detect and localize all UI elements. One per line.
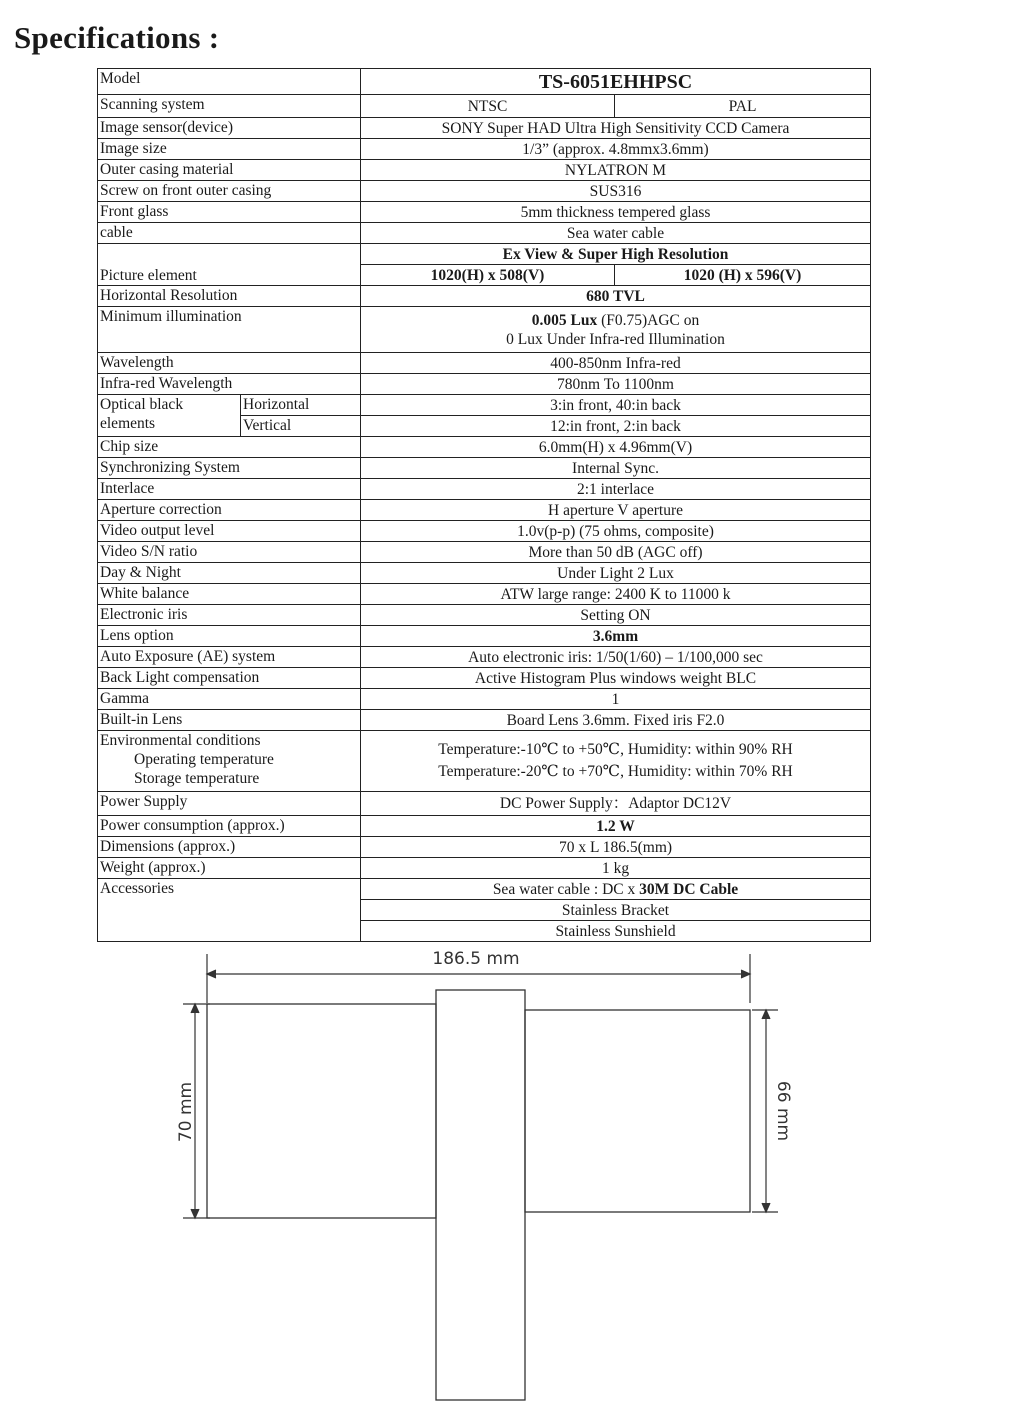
interlace-value: 2:1 interlace xyxy=(361,479,871,500)
power-consumption-value: 1.2 W xyxy=(361,816,871,837)
wavelength-label: Wavelength xyxy=(98,353,361,374)
builtin-lens-value: Board Lens 3.6mm. Fixed iris F2.0 xyxy=(361,710,871,731)
weight-label: Weight (approx.) xyxy=(98,858,361,879)
outer-casing-label: Outer casing material xyxy=(98,160,361,181)
video-sn-label: Video S/N ratio xyxy=(98,542,361,563)
builtin-lens-label: Built-in Lens xyxy=(98,710,361,731)
dimensions-value: 70 x L 186.5(mm) xyxy=(361,837,871,858)
power-supply-value: DC Power Supply：Adaptor DC12V xyxy=(361,792,871,816)
optical-black-horizontal-label: Horizontal xyxy=(241,395,361,416)
camera-front-section xyxy=(207,1004,436,1218)
sync-value: Internal Sync. xyxy=(361,458,871,479)
electronic-iris-label: Electronic iris xyxy=(98,605,361,626)
gamma-value: 1 xyxy=(361,689,871,710)
video-sn-value: More than 50 dB (AGC off) xyxy=(361,542,871,563)
optical-black-label-line2: elements xyxy=(100,415,156,432)
environment-storage-label: Storage temperature xyxy=(134,770,260,787)
picture-element-header: Ex View & Super High Resolution xyxy=(361,244,871,265)
auto-exposure-label: Auto Exposure (AE) system xyxy=(98,647,361,668)
auto-exposure-value: Auto electronic iris: 1/50(1/60) – 1/100,000 sec xyxy=(361,647,871,668)
sync-label: Synchronizing System xyxy=(98,458,361,479)
backlight-value: Active Histogram Plus windows weight BLC xyxy=(361,668,871,689)
camera-rear-section xyxy=(525,1010,750,1212)
chip-size-value: 6.0mm(H) x 4.96mm(V) xyxy=(361,437,871,458)
optical-black-horizontal: 3:in front, 40:in back xyxy=(361,395,871,416)
video-output-label: Video output level xyxy=(98,521,361,542)
lens-option-label: Lens option xyxy=(98,626,361,647)
picture-element-ntsc: 1020(H) x 508(V) xyxy=(361,265,615,286)
interlace-label: Interlace xyxy=(98,479,361,500)
picture-element-label: Picture element xyxy=(98,244,361,286)
ir-wavelength-value: 780nm To 1100nm xyxy=(361,374,871,395)
aperture-label: Aperture correction xyxy=(98,500,361,521)
optical-black-vertical: 12:in front, 2:in back xyxy=(361,416,871,437)
scanning-ntsc: NTSC xyxy=(361,95,615,118)
environment-title: Environmental conditions xyxy=(100,732,261,749)
camera-body-outline xyxy=(207,990,750,1400)
video-output-value: 1.0v(p-p) (75 ohms, composite) xyxy=(361,521,871,542)
model-value: TS-6051EHHPSC xyxy=(361,69,871,95)
weight-value: 1 kg xyxy=(361,858,871,879)
right-height-dimension xyxy=(752,1010,793,1212)
length-label: 186.5 mm xyxy=(432,949,520,969)
screw-label: Screw on front outer casing xyxy=(98,181,361,202)
accessories-item-3: Stainless Sunshield xyxy=(361,921,871,942)
min-illumination-agc: (F0.75)AGC on xyxy=(597,311,700,329)
gamma-label: Gamma xyxy=(98,689,361,710)
white-balance-label: White balance xyxy=(98,584,361,605)
height-right-label: 66 mm xyxy=(773,1080,793,1142)
lens-option-value: 3.6mm xyxy=(361,626,871,647)
cable-label: cable xyxy=(98,223,361,244)
model-label: Model xyxy=(98,69,361,95)
day-night-value: Under Light 2 Lux xyxy=(361,563,871,584)
min-illumination-label: Minimum illumination xyxy=(98,307,361,353)
front-glass-label: Front glass xyxy=(98,202,361,223)
power-supply-label: Power Supply xyxy=(98,792,361,816)
h-resolution-value: 680 TVL xyxy=(361,286,871,307)
accessories-label: Accessories xyxy=(98,879,361,942)
page-title: Specifications : xyxy=(14,20,220,55)
dimensions-label: Dimensions (approx.) xyxy=(98,837,361,858)
screw-value: SUS316 xyxy=(361,181,871,202)
optical-black-vertical-label: Vertical xyxy=(241,416,361,437)
accessories-item-1-text: Sea water cable : DC x xyxy=(492,880,640,898)
min-illumination-ir: 0 Lux Under Infra-red Illumination xyxy=(506,330,725,348)
day-night-label: Day & Night xyxy=(98,563,361,584)
power-consumption-label: Power consumption (approx.) xyxy=(98,816,361,837)
environment-storage: Temperature:-20℃ to +70℃, Humidity: within 70% RH xyxy=(438,763,793,780)
environment-operating: Temperature:-10℃ to +50℃, Humidity: within 90% RH xyxy=(438,741,793,758)
front-glass-value: 5mm thickness tempered glass xyxy=(361,202,871,223)
backlight-label: Back Light compensation xyxy=(98,668,361,689)
left-height-dimension xyxy=(176,1004,210,1218)
outer-casing-value: NYLATRON M xyxy=(361,160,871,181)
accessories-item-1-bold: 30M DC Cable xyxy=(639,880,739,898)
min-illumination-lux: 0.005 Lux xyxy=(531,311,598,329)
electronic-iris-value: Setting ON xyxy=(361,605,871,626)
accessories-item-2: Stainless Bracket xyxy=(361,900,871,921)
length-dimension xyxy=(207,949,750,1003)
camera-flange xyxy=(436,990,525,1400)
cable-value: Sea water cable xyxy=(361,223,871,244)
picture-element-pal: 1020 (H) x 596(V) xyxy=(615,265,871,286)
aperture-value: H aperture V aperture xyxy=(361,500,871,521)
environment-operating-label: Operating temperature xyxy=(134,751,274,768)
height-left-label: 70 mm xyxy=(176,1081,196,1143)
h-resolution-label: Horizontal Resolution xyxy=(98,286,361,307)
optical-black-label-line1: Optical black xyxy=(100,396,184,413)
image-size-label: Image size xyxy=(98,139,361,160)
white-balance-value: ATW large range: 2400 K to 11000 k xyxy=(361,584,871,605)
sensor-label: Image sensor(device) xyxy=(98,118,361,139)
scanning-label: Scanning system xyxy=(98,95,361,118)
chip-size-label: Chip size xyxy=(98,437,361,458)
ir-wavelength-label: Infra-red Wavelength xyxy=(98,374,361,395)
sensor-value: SONY Super HAD Ultra High Sensitivity CCD Camera xyxy=(361,118,871,139)
scanning-pal: PAL xyxy=(615,95,871,118)
wavelength-value: 400-850nm Infra-red xyxy=(361,353,871,374)
image-size-value: 1/3” (approx. 4.8mmx3.6mm) xyxy=(361,139,871,160)
